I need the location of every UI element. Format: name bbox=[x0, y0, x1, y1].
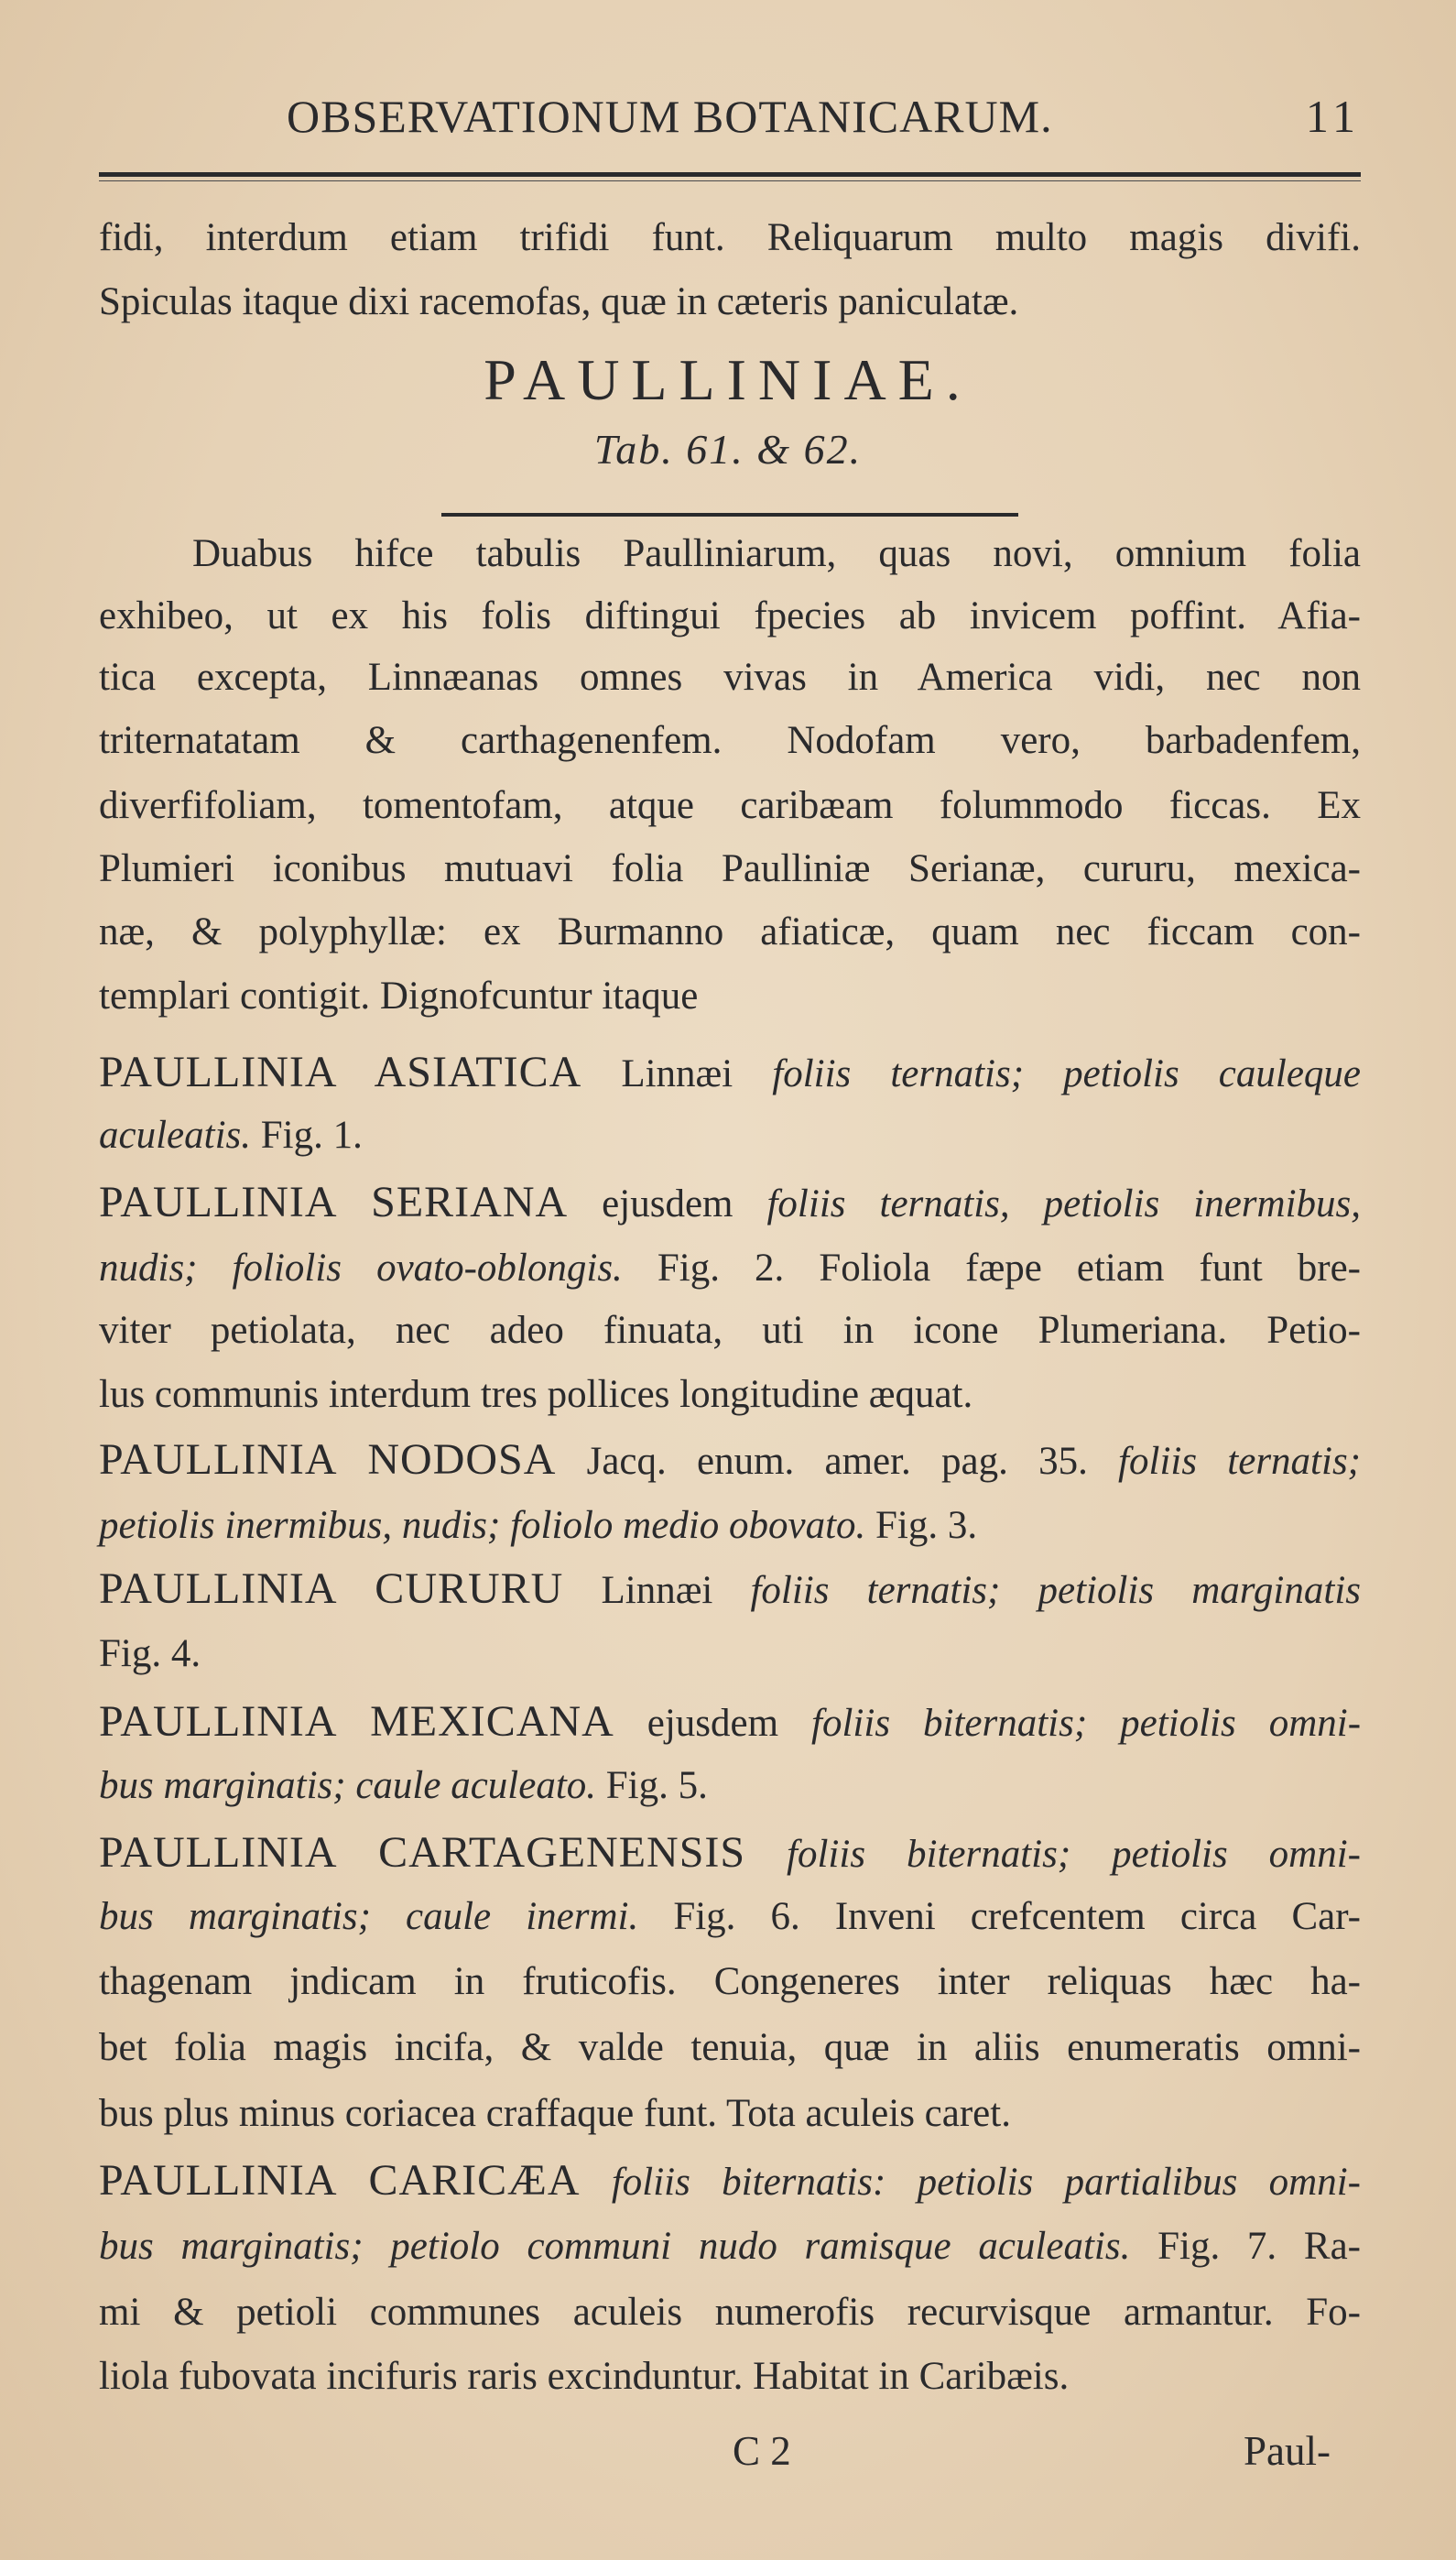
species-name: PAULLINIA NODOSA bbox=[99, 1435, 557, 1484]
entry-mexicana-line1 bbox=[99, 1696, 1361, 1749]
diagnosis: foliis ternatis; petiolis cauleque bbox=[772, 1052, 1362, 1095]
diagnosis: caule aculeato. bbox=[355, 1764, 597, 1807]
text-line: Spiculas itaque dixi racemofas, quæ in cæteris paniculatæ. bbox=[99, 280, 1019, 323]
species-name: PAULLINIA MEXICANA bbox=[99, 1697, 614, 1746]
diagnosis: petiolis inermibus, nudis; foliolo medio obovato. bbox=[99, 1504, 866, 1547]
entry-cartagenensis-line3: thagenam jndicam in fruticofis. Congeneres inter reliquas hæc ha- bbox=[99, 1960, 1361, 2003]
entry-asiatica-line1 bbox=[99, 1047, 1361, 1100]
entry-cururu-line2 bbox=[99, 1629, 1361, 1680]
signature-mark: C 2 bbox=[733, 2428, 791, 2474]
figure-ref: Fig. 7. Ra- bbox=[1157, 2225, 1361, 2268]
paragraph-line: triternatatam & carthagenenfem. Nodofam vero, barbadenfem, bbox=[99, 719, 1361, 762]
figure-ref: Fig. 4. bbox=[99, 1632, 201, 1675]
running-title: OBSERVATIONUM BOTANICARUM. bbox=[287, 91, 1053, 142]
entry-caricaea-line3: mi & petioli communes aculeis numerofis recurvisque armantur. Fo- bbox=[99, 2291, 1361, 2334]
diagnosis: bus marginatis; caule inermi. bbox=[99, 1895, 639, 1938]
diagnosis: foliis biternatis: petiolis partialibus omni- bbox=[611, 2161, 1361, 2204]
paragraph-line: tica excepta, Linnæanas omnes vivas in America vidi, nec non bbox=[99, 656, 1361, 699]
entry-nodosa-line1 bbox=[99, 1434, 1361, 1487]
entry-caricaea-line1 bbox=[99, 2155, 1361, 2208]
author: Linnæi bbox=[601, 1569, 713, 1612]
entry-mexicana-line2 bbox=[99, 1760, 1361, 1812]
entry-cartagenensis-line5: bus plus minus coriacea craffaque funt. Tota aculeis caret. bbox=[99, 2092, 1011, 2135]
figure-ref: Fig. 5. bbox=[605, 1764, 708, 1807]
species-name: PAULLINIA CURURU bbox=[99, 1564, 564, 1613]
entry-cartagenensis-line4: bet folia magis incifa, & valde tenuia, quæ in aliis enumeratis omni- bbox=[99, 2026, 1361, 2069]
diagnosis: bus marginatis; bbox=[99, 1764, 346, 1807]
diagnosis: foliis biternatis; petiolis omni- bbox=[787, 1833, 1361, 1876]
entry-cartagenensis-line1 bbox=[99, 1827, 1361, 1880]
section-rule bbox=[441, 513, 1018, 517]
paragraph-line: Plumieri iconibus mutuavi folia Paulliniæ Serianæ, cururu, mexica- bbox=[99, 847, 1361, 890]
entry-seriana-line2 bbox=[99, 1243, 1361, 1294]
description: Fig. 6. Inveni crefcentem circa Car- bbox=[673, 1895, 1361, 1938]
diagnosis: foliis ternatis; petiolis marginatis bbox=[750, 1569, 1361, 1612]
author: Jacq. enum. amer. pag. 35. bbox=[586, 1440, 1088, 1483]
figure-ref: Fig. 3. bbox=[875, 1504, 978, 1547]
entry-seriana-line4: lus communis interdum tres pollices longitudine æquat. bbox=[99, 1373, 973, 1416]
description: Fig. 2. Foliola fæpe etiam funt bre- bbox=[657, 1247, 1361, 1290]
diagnosis: foliis ternatis; bbox=[1118, 1440, 1361, 1483]
species-name: PAULLINIA SERIANA bbox=[99, 1178, 569, 1226]
paragraph-line: templari contigit. Dignofcuntur itaque bbox=[99, 975, 699, 1018]
diagnosis: bus marginatis; petiolo communi nudo ramisque aculeatis. bbox=[99, 2225, 1131, 2268]
paragraph-line: diverfifoliam, tomentofam, atque caribæam folummodo ficcas. Ex bbox=[99, 784, 1361, 827]
running-header bbox=[99, 90, 1361, 154]
author: ejusdem bbox=[647, 1702, 779, 1745]
header-rule bbox=[99, 172, 1361, 177]
species-name: PAULLINIA CARTAGENENSIS bbox=[99, 1828, 746, 1877]
species-name: PAULLINIA ASIATICA bbox=[99, 1048, 582, 1096]
diagnosis: foliis biternatis; petiolis omni- bbox=[811, 1702, 1362, 1745]
plate-reference: Tab. 61. & 62. bbox=[593, 426, 863, 473]
author: Linnæi bbox=[621, 1052, 733, 1095]
species-name: PAULLINIA CARICÆA bbox=[99, 2156, 581, 2205]
entry-cururu-line1 bbox=[99, 1563, 1361, 1617]
diagnosis: nudis; foliolis ovato-oblongis. bbox=[99, 1247, 623, 1290]
figure-ref: Fig. 1. bbox=[260, 1114, 363, 1157]
diagnosis: foliis ternatis, petiolis inermibus, bbox=[766, 1182, 1361, 1226]
entry-caricaea-line4: liola fubovata incifuris raris excinduntur. Habitat in Caribæis. bbox=[99, 2355, 1070, 2398]
paragraph-line: næ, & polyphyllæ: ex Burmanno afiaticæ, quam nec ficcam con- bbox=[99, 910, 1361, 953]
page-number: 11 bbox=[1305, 91, 1361, 142]
entry-cartagenensis-line2 bbox=[99, 1891, 1361, 1943]
entry-seriana-line3: viter petiolata, nec adeo finuata, uti in icone Plumeriana. Petio- bbox=[99, 1309, 1361, 1352]
paragraph-line: exhibeo, ut ex his folis diftingui fpecies ab invicem poffint. Afia- bbox=[99, 594, 1361, 637]
section-heading: PAULLINIAE. bbox=[484, 347, 972, 412]
catchword: Paul- bbox=[1244, 2428, 1331, 2474]
paragraph-line: Duabus hifce tabulis Paulliniarum, quas novi, omnium folia bbox=[192, 532, 1361, 575]
entry-nodosa-line2 bbox=[99, 1500, 1361, 1552]
author: ejusdem bbox=[602, 1182, 733, 1226]
diagnosis: aculeatis. bbox=[99, 1114, 251, 1157]
text-line: fidi, interdum etiam trifidi funt. Reliquarum multo magis divifi. bbox=[99, 216, 1361, 259]
entry-asiatica-line2 bbox=[99, 1110, 1361, 1161]
entry-seriana-line1 bbox=[99, 1177, 1361, 1230]
entry-caricaea-line2 bbox=[99, 2221, 1361, 2272]
